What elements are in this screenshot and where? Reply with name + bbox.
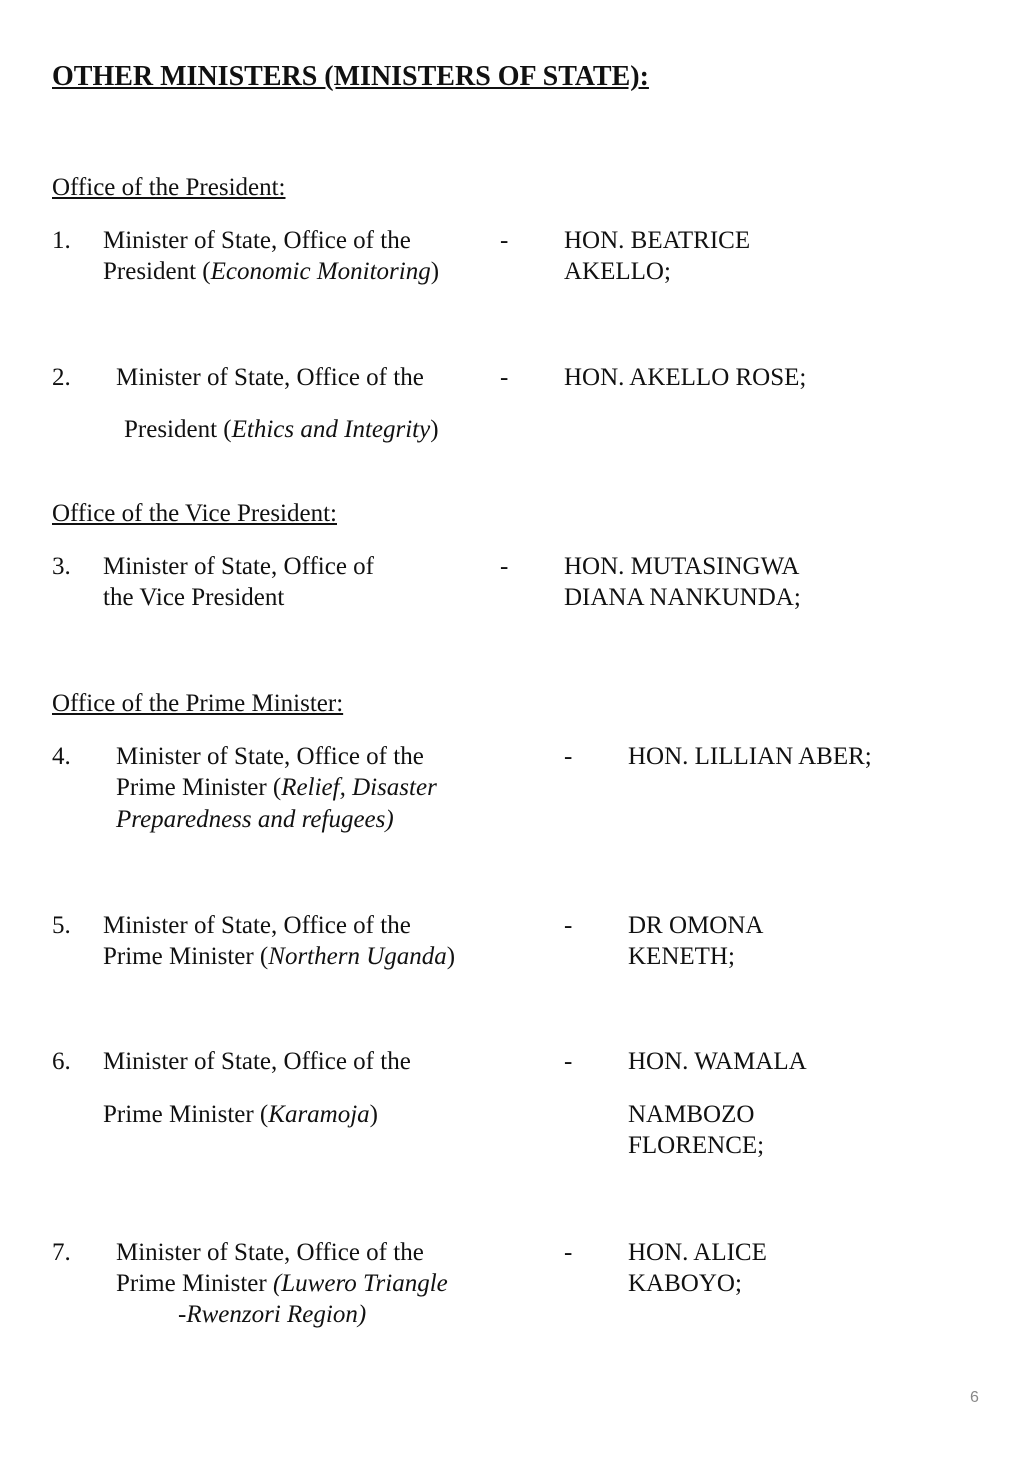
- item-portfolio: Prime Minister (Karamoja): [103, 1101, 378, 1128]
- section-heading-prime-minister: Office of the Prime Minister:: [52, 690, 344, 717]
- item-title: Minister of State, Office of the: [116, 1239, 424, 1266]
- minister-name: HON. ALICE: [628, 1239, 767, 1266]
- minister-name: HON. BEATRICE: [564, 227, 751, 254]
- item-number: 7.: [52, 1239, 71, 1266]
- item-number: 2.: [52, 364, 71, 391]
- item-title: Minister of State, Office of: [103, 553, 374, 580]
- minister-name: HON. WAMALA: [628, 1048, 807, 1075]
- item-portfolio: Prime Minister (Northern Uganda): [103, 943, 456, 970]
- page-number: 6: [970, 1389, 979, 1406]
- item-number: 5.: [52, 912, 71, 939]
- separator-dash: -: [564, 912, 573, 939]
- separator-dash: -: [564, 1048, 573, 1075]
- minister-name: AKELLO;: [564, 258, 671, 285]
- item-title: Minister of State, Office of the: [103, 1048, 411, 1075]
- separator-dash: -: [564, 743, 573, 770]
- minister-name: FLORENCE;: [628, 1132, 765, 1159]
- item-number: 4.: [52, 743, 71, 770]
- item-portfolio: Prime Minister (Luwero Triangle: [116, 1270, 448, 1297]
- separator-dash: -: [500, 227, 509, 254]
- separator-dash: -: [500, 364, 509, 391]
- item-title: Minister of State, Office of the: [116, 364, 424, 391]
- item-number: 1.: [52, 227, 71, 254]
- item-portfolio: President (Ethics and Integrity): [124, 416, 439, 443]
- page-title: OTHER MINISTERS (MINISTERS OF STATE):: [52, 61, 649, 92]
- minister-name: HON. MUTASINGWA: [564, 553, 800, 580]
- minister-name: HON. AKELLO ROSE;: [564, 364, 807, 391]
- section-heading-vice-president: Office of the Vice President:: [52, 500, 337, 527]
- minister-name: HON. LILLIAN ABER;: [628, 743, 872, 770]
- minister-name: KABOYO;: [628, 1270, 742, 1297]
- item-portfolio-cont: -Rwenzori Region): [178, 1301, 367, 1328]
- item-title: Minister of State, Office of the: [103, 912, 411, 939]
- minister-name: DR OMONA: [628, 912, 764, 939]
- minister-name: NAMBOZO: [628, 1101, 755, 1128]
- item-portfolio: the Vice President: [103, 584, 285, 611]
- section-heading-president: Office of the President:: [52, 174, 286, 201]
- item-portfolio: President (Economic Monitoring): [103, 258, 440, 285]
- minister-name: DIANA NANKUNDA;: [564, 584, 801, 611]
- item-title: Minister of State, Office of the: [116, 743, 424, 770]
- separator-dash: -: [564, 1239, 573, 1266]
- item-number: 3.: [52, 553, 71, 580]
- item-portfolio-cont: Preparedness and refugees): [116, 806, 394, 833]
- item-portfolio: Prime Minister (Relief, Disaster: [116, 774, 437, 801]
- minister-name: KENETH;: [628, 943, 735, 970]
- separator-dash: -: [500, 553, 509, 580]
- item-title: Minister of State, Office of the: [103, 227, 411, 254]
- item-number: 6.: [52, 1048, 71, 1075]
